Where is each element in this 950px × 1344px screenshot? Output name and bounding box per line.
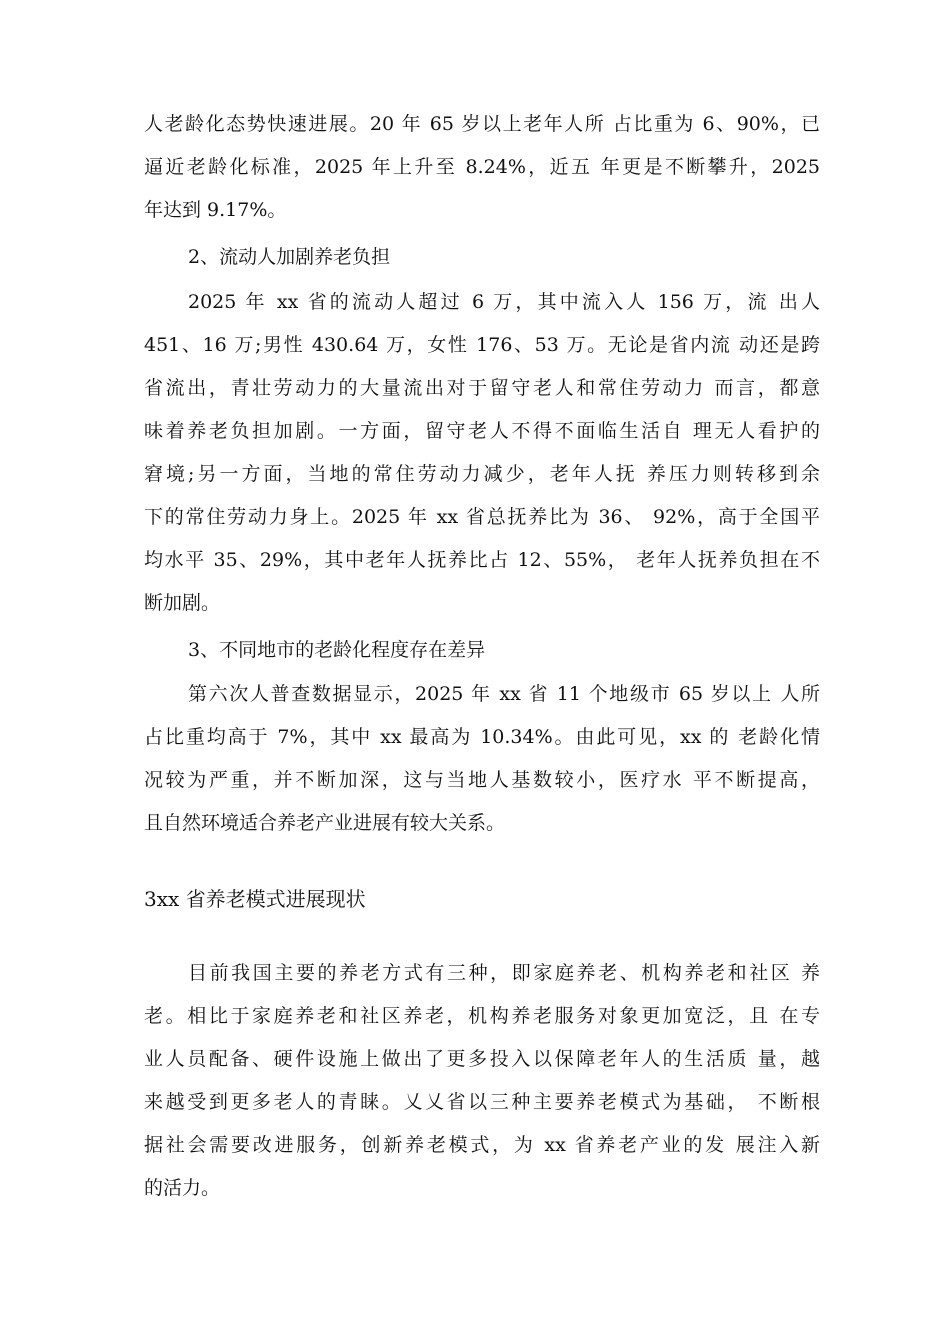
text-line: 味着养老负担加剧。一方面，留守老人不得不面临生活自 理无人看护的 bbox=[144, 420, 820, 442]
text-line: 据社会需要改进服务，创新养老模式，为 xx 省养老产业的发 展注入新 bbox=[144, 1134, 820, 1156]
text-line: 2025 年 xx 省的流动人超过 6 万，其中流入人 156 万，流 出人 bbox=[188, 291, 820, 313]
text-line: 年达到 9.17%。 bbox=[144, 199, 287, 221]
text-line: 逼近老龄化标准，2025 年上升至 8.24%，近五 年更是不断攀升，2025 bbox=[144, 156, 820, 178]
paragraph-migrant-burden bbox=[144, 281, 820, 625]
paragraph-regional-aging bbox=[144, 673, 820, 845]
text-line: 占比重均高于 7%，其中 xx 最高为 10.34%。由此可见，xx 的 老龄化情 bbox=[144, 726, 820, 748]
text-line: 人老龄化态势快速进展。20 年 65 岁以上老年人所 占比重为 6、90%，已 bbox=[144, 113, 820, 135]
text-line: 老。相比于家庭养老和社区养老，机构养老服务对象更加宽泛，且 在专 bbox=[144, 1005, 820, 1027]
subheading-text: 2、流动人加剧养老负担 bbox=[188, 246, 391, 268]
text-line: 均水平 35、29%，其中老年人抚养比占 12、55%， 老年人抚养负担在不 bbox=[144, 549, 820, 571]
text-line: 业人员配备、硬件设施上做出了更多投入以保障老年人的生活质 量，越 bbox=[144, 1048, 820, 1070]
text-line: 省流出，青壮劳动力的大量流出对于留守老人和常住劳动力 而言，都意 bbox=[144, 377, 820, 399]
text-line: 况较为严重，并不断加深，这与当地人基数较小，医疗水 平不断提高， bbox=[144, 769, 820, 791]
text-line: 且自然环境适合养老产业进展有较大关系。 bbox=[144, 812, 506, 834]
subheading-text: 3、不同地市的老龄化程度存在差异 bbox=[188, 639, 486, 661]
subheading-regional-difference bbox=[144, 629, 820, 672]
subheading-migrant-population bbox=[144, 236, 820, 279]
text-line: 451、16 万;男性 430.64 万，女性 176、53 万。无论是省内流 动还是跨 bbox=[144, 334, 820, 356]
paragraph-elderly-care-models bbox=[144, 952, 820, 1210]
text-line: 的活力。 bbox=[144, 1177, 221, 1199]
text-line: 下的常住劳动力身上。2025 年 xx 省总抚养比为 36、 92%，高于全国平 bbox=[144, 506, 820, 528]
section-title: 3xx 省养老模式进展现状 bbox=[144, 887, 366, 911]
text-line: 断加剧。 bbox=[144, 592, 221, 614]
paragraph-aging-trend bbox=[144, 103, 820, 232]
text-line: 第六次人普查数据显示，2025 年 xx 省 11 个地级市 65 岁以上 人所 bbox=[188, 683, 820, 705]
text-line: 窘境;另一方面，当地的常住劳动力减少，老年人抚 养压力则转移到余 bbox=[144, 463, 820, 485]
text-line: 目前我国主要的养老方式有三种，即家庭养老、机构养老和社区 养 bbox=[188, 962, 820, 984]
text-line: 来越受到更多老人的青睐。乂乂省以三种主要养老模式为基础， 不断根 bbox=[144, 1091, 820, 1113]
